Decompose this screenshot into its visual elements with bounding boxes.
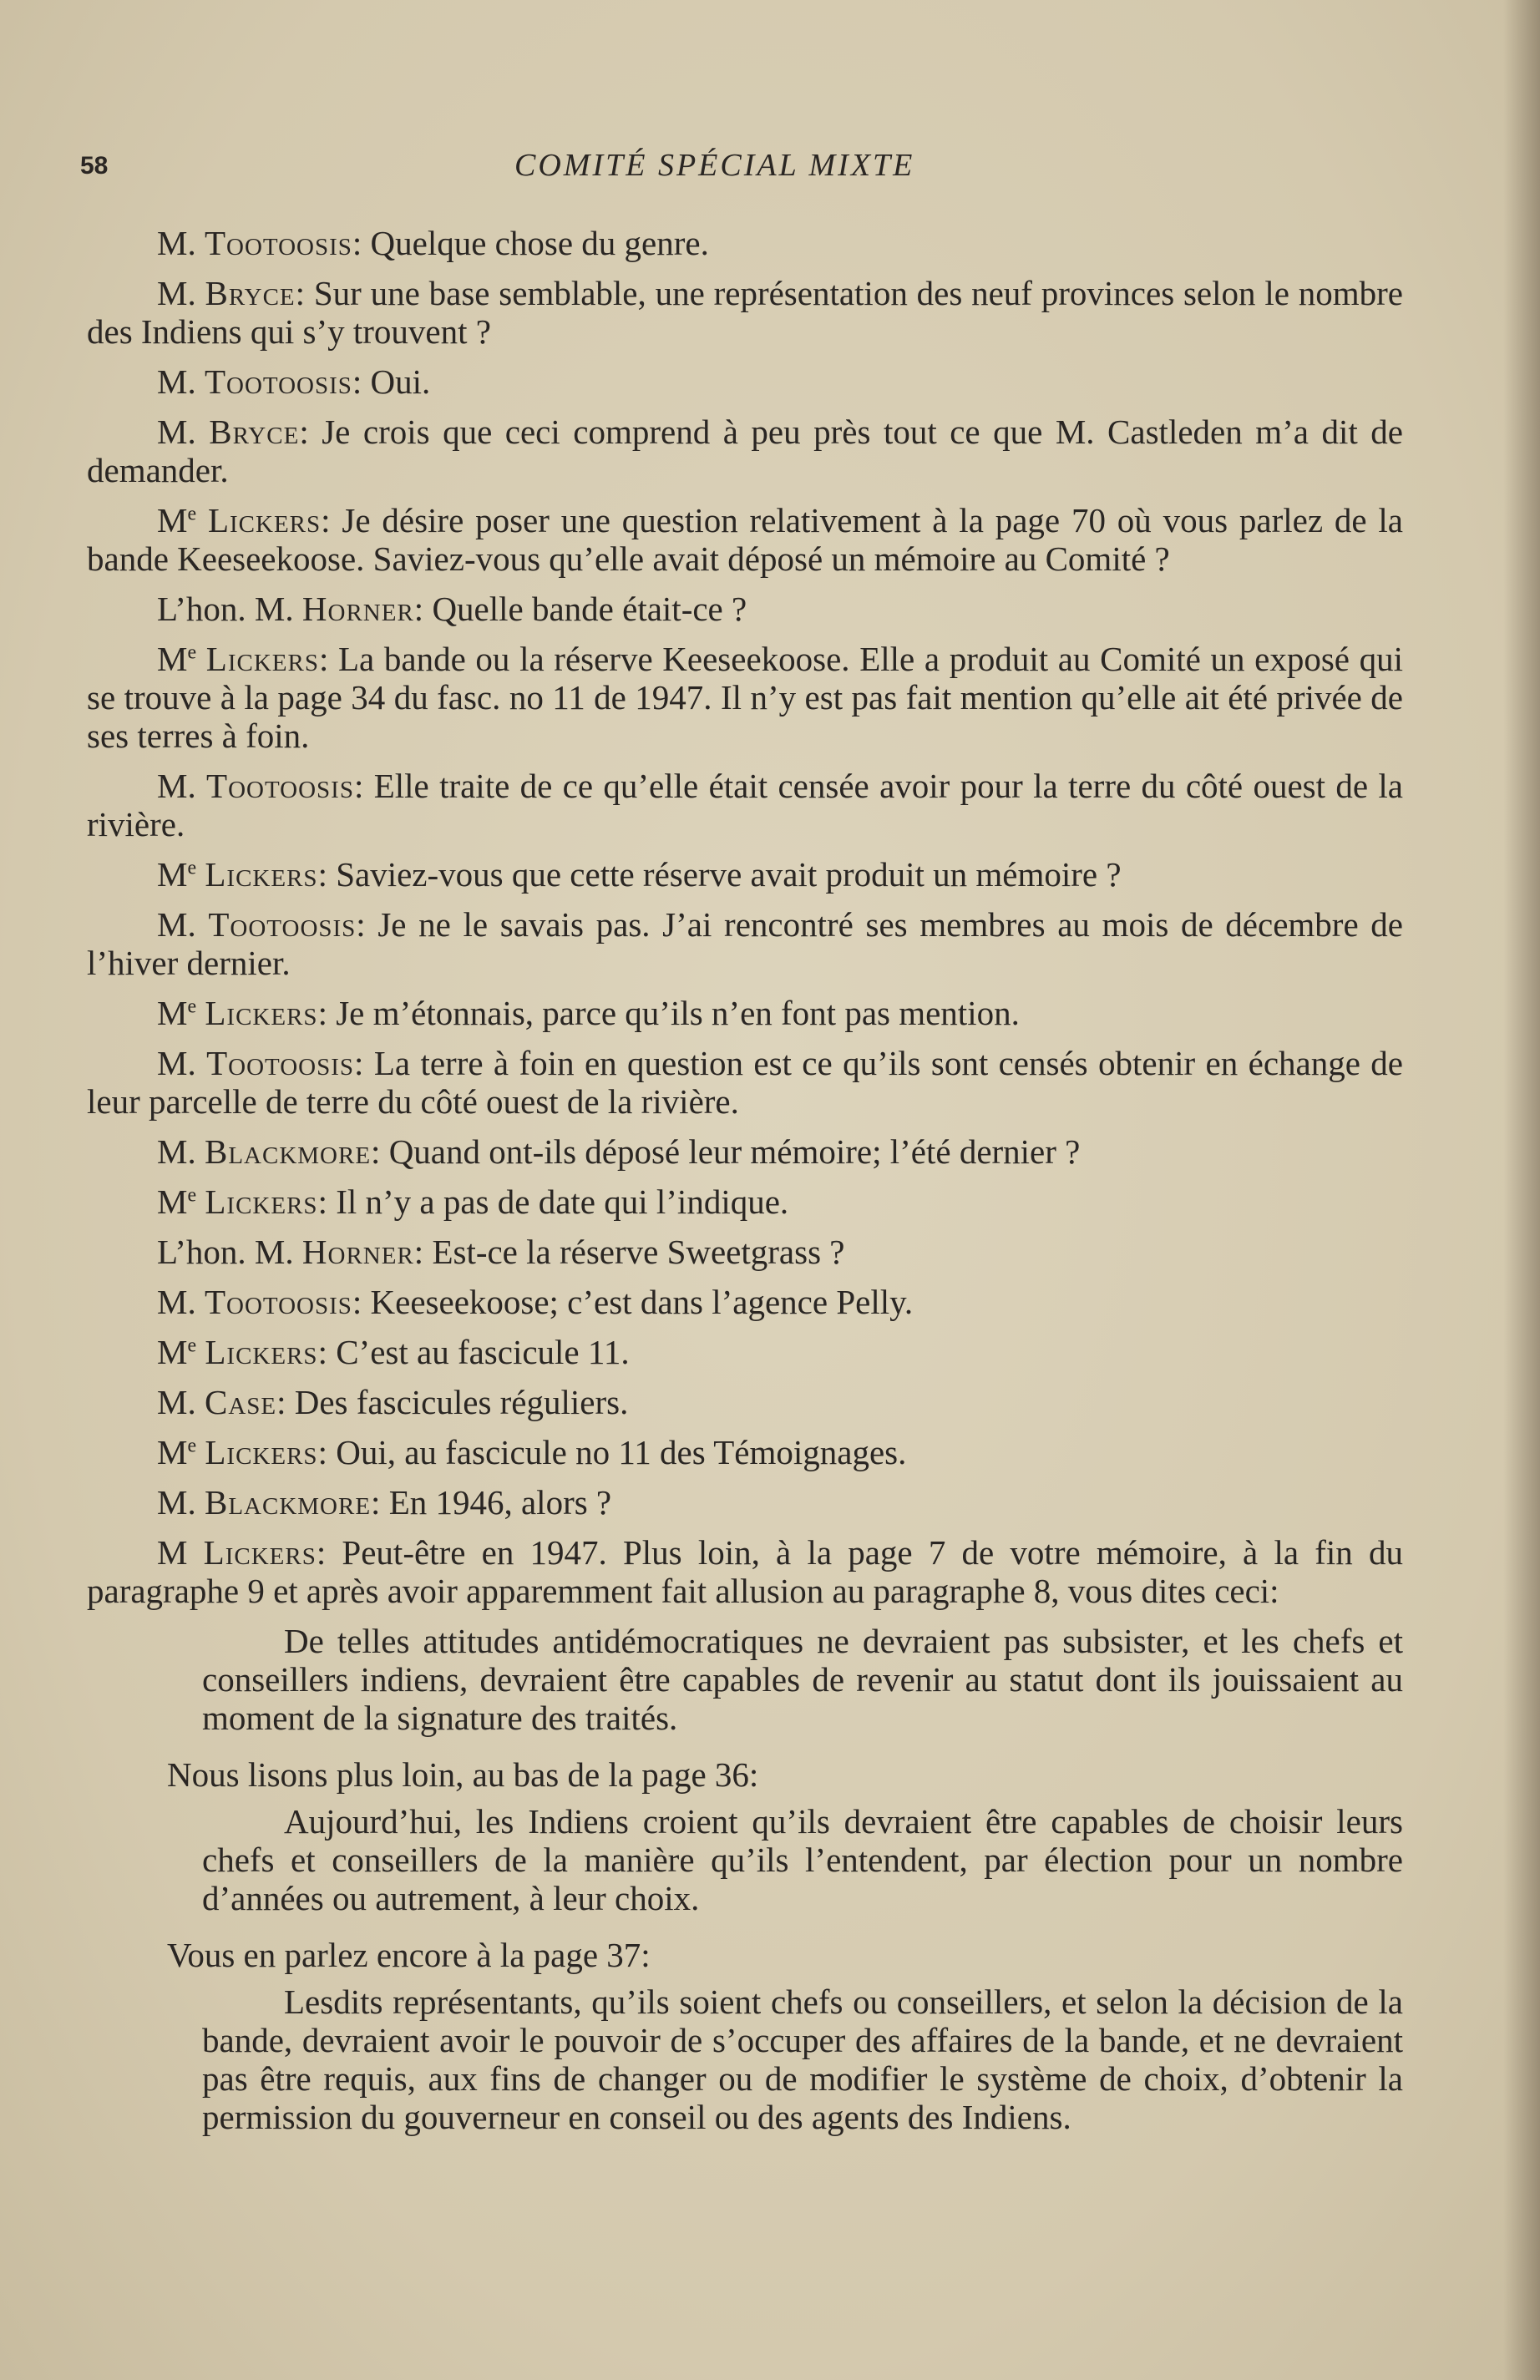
lead-in: Nous lisons plus loin, au bas de la page 36: bbox=[167, 1755, 759, 1794]
title-superscript: e bbox=[187, 1435, 197, 1457]
speech-text: : Quand ont-ils déposé leur mémoire; l’été dernier ? bbox=[371, 1132, 1081, 1171]
speaker-title: M bbox=[157, 994, 188, 1032]
speech-text: : Oui. bbox=[352, 362, 431, 401]
dialogue-entry bbox=[87, 501, 1403, 578]
block-quote: De telles attitudes antidémocratiques ne devraient pas subsister, et les chefs et conseillers indiens, devraient être capables de revenir au statut dont ils jouissaient au moment de la signature des traités. bbox=[202, 1622, 1403, 1737]
speaker-name: Lickers bbox=[205, 1182, 318, 1221]
speaker-name: Lickers bbox=[205, 994, 318, 1032]
speaker-name: Lickers bbox=[205, 1433, 318, 1471]
speaker-name: Lickers bbox=[203, 1533, 317, 1572]
speech-text: : La terre à foin en question est ce qu’ils sont censés obtenir en échange de leur parcelle de terre du côté ouest de la rivière. bbox=[87, 1044, 1403, 1121]
speaker-name: Bryce bbox=[209, 413, 300, 451]
dialogue-entry bbox=[87, 1433, 1403, 1471]
speaker-title-space bbox=[196, 855, 205, 894]
speaker-name: Lickers bbox=[205, 855, 318, 894]
speaker-name: Tootoosis bbox=[206, 767, 354, 805]
speech-text: : Peut-être en 1947. Plus loin, à la page 7 de votre mémoire, à la fin du paragraphe 9 et après avoir apparemment fait allusion au paragraphe 8, vous dites ceci: bbox=[87, 1533, 1403, 1610]
speaker-title: M. bbox=[157, 362, 205, 401]
page-edge-shadow bbox=[1503, 0, 1540, 2380]
speech-text: : Sur une base semblable, une représentation des neuf provinces selon le nombre des Indiens qui s’y trouvent ? bbox=[87, 274, 1403, 351]
speaker-title: M bbox=[157, 501, 188, 539]
speech-text: : Quelque chose du genre. bbox=[352, 224, 709, 262]
title-superscript: e bbox=[187, 1334, 197, 1357]
speaker-title: M bbox=[157, 1333, 188, 1371]
dialogue-entry bbox=[87, 1132, 1403, 1171]
speaker-title: M. bbox=[157, 767, 207, 805]
speaker-name: Bryce bbox=[205, 274, 296, 312]
speaker-name: Lickers bbox=[205, 1333, 318, 1371]
dialogue-entry bbox=[87, 767, 1403, 843]
speaker-title: M. bbox=[157, 224, 205, 262]
speech-text: : Des fascicules réguliers. bbox=[276, 1383, 629, 1421]
speaker-name: Blackmore bbox=[204, 1483, 372, 1522]
title-superscript: e bbox=[187, 1184, 197, 1207]
speaker-name: Lickers bbox=[205, 640, 319, 678]
speaker-name: Tootoosis bbox=[204, 362, 352, 401]
title-superscript: e bbox=[187, 503, 197, 525]
dialogue-entry bbox=[87, 855, 1403, 894]
page-header bbox=[80, 147, 1416, 197]
speaker-name: Blackmore bbox=[204, 1132, 372, 1171]
dialogue-entry bbox=[87, 590, 1403, 628]
speaker-title: M. bbox=[157, 1283, 205, 1321]
speaker-title-space bbox=[196, 1433, 205, 1471]
title-superscript: e bbox=[187, 995, 197, 1018]
speaker-title-space bbox=[196, 640, 206, 678]
speaker-title: M bbox=[157, 640, 188, 678]
speaker-name: Tootoosis bbox=[204, 224, 352, 262]
dialogue-entry bbox=[87, 1383, 1403, 1421]
speaker-name: Tootoosis bbox=[208, 905, 357, 944]
speaker-name: Horner bbox=[301, 1233, 414, 1271]
speaker-title: M bbox=[157, 1182, 188, 1221]
speech-text: : Elle traite de ce qu’elle était censée avoir pour la terre du côté ouest de la rivière. bbox=[87, 767, 1403, 843]
speech-text: : Il n’y a pas de date qui l’indique. bbox=[317, 1182, 789, 1221]
speaker-title-space bbox=[196, 1333, 205, 1371]
dialogue-entry bbox=[87, 640, 1403, 755]
speaker-name: Case bbox=[204, 1383, 277, 1421]
speech-text: : Est-ce la réserve Sweetgrass ? bbox=[413, 1233, 845, 1271]
dialogue-entry bbox=[87, 274, 1403, 351]
speaker-title: M. bbox=[157, 1483, 205, 1522]
dialogue-entry bbox=[87, 1333, 1403, 1371]
speaker-title-space bbox=[196, 501, 208, 539]
speaker-title-space bbox=[196, 994, 205, 1032]
dialogue-entry bbox=[87, 1533, 1403, 1610]
speaker-title-space bbox=[196, 1182, 205, 1221]
page-number: 58 bbox=[80, 152, 109, 180]
speech-text: : C’est au fascicule 11. bbox=[317, 1333, 630, 1371]
speaker-title: L’hon. M. bbox=[157, 1233, 302, 1271]
dialogue-entry bbox=[87, 994, 1403, 1032]
speaker-title: M. bbox=[157, 905, 209, 944]
speech-text: : La bande ou la réserve Keeseekoose. Elle a produit au Comité un exposé qui se trouve à la page 34 du fasc. no 11 de 1947. Il n’y est pas fait mention qu’elle ait été privée de ses terres à foin. bbox=[87, 640, 1403, 755]
speech-text: : Keeseekoose; c’est dans l’agence Pelly. bbox=[352, 1283, 914, 1321]
speaker-title: M. bbox=[157, 274, 205, 312]
dialogue-entry bbox=[87, 224, 1403, 262]
speaker-title: M. bbox=[157, 1132, 205, 1171]
dialogue-entry bbox=[87, 1182, 1403, 1221]
speech-text: : Je crois que ceci comprend à peu près tout ce que M. Castleden m’a dit de demander. bbox=[87, 413, 1403, 489]
dialogue-list bbox=[87, 224, 1403, 1610]
block-quote: Aujourd’hui, les Indiens croient qu’ils devraient être capables de choisir leurs chefs et conseillers de la manière qu’ils l’entendent, par élection pour un nombre d’années ou autrement, à leur choix. bbox=[202, 1802, 1403, 1917]
speech-text: : Je désire poser une question relativement à la page 70 où vous parlez de la bande Keeseekoose. Saviez-vous qu’elle avait déposé un mémoire au Comité ? bbox=[87, 501, 1404, 578]
speaker-title: M. bbox=[157, 1383, 205, 1421]
speaker-title: M. bbox=[157, 1044, 207, 1082]
speaker-name: Tootoosis bbox=[206, 1044, 355, 1082]
title-superscript: e bbox=[187, 857, 197, 879]
speech-text: : Je ne le savais pas. J’ai rencontré ses membres au mois de décembre de l’hiver dernier. bbox=[87, 905, 1403, 982]
dialogue-entry bbox=[87, 905, 1403, 982]
dialogue-entry bbox=[87, 362, 1403, 401]
speech-text: : Oui, au fascicule no 11 des Témoignages. bbox=[317, 1433, 907, 1471]
speech-text: : En 1946, alors ? bbox=[371, 1483, 612, 1522]
speaker-title: M. bbox=[157, 413, 210, 451]
speech-text: : Saviez-vous que cette réserve avait produit un mémoire ? bbox=[317, 855, 1122, 894]
speaker-title: M bbox=[157, 855, 188, 894]
transcript-body bbox=[87, 224, 1403, 2155]
lead-in: Vous en parlez encore à la page 37: bbox=[167, 1936, 651, 1974]
speech-text: : Quelle bande était-ce ? bbox=[413, 590, 747, 628]
speaker-name: Lickers bbox=[207, 501, 322, 539]
speech-text: : Je m’étonnais, parce qu’ils n’en font pas mention. bbox=[317, 994, 1020, 1032]
speaker-name: Horner bbox=[301, 590, 414, 628]
block-quote: Lesdits représentants, qu’ils soient chefs ou conseillers, et selon la décision de la bande, devraient avoir le pouvoir de s’occuper des affaires de la bande, et ne devraient pas être requis, aux fins de changer ou de modifier le système de choix, d’obtenir la permission du gouverneur en conseil ou des agents des Indiens. bbox=[202, 1982, 1403, 2136]
dialogue-entry bbox=[87, 1283, 1403, 1321]
dialogue-entry bbox=[87, 1483, 1403, 1522]
speaker-title: M bbox=[157, 1433, 188, 1471]
title-superscript: e bbox=[187, 641, 197, 664]
dialogue-entry bbox=[87, 1233, 1403, 1271]
speaker-title: L’hon. M. bbox=[157, 590, 302, 628]
speaker-name: Tootoosis bbox=[204, 1283, 352, 1321]
running-head: COMITÉ SPÉCIAL MIXTE bbox=[514, 148, 915, 183]
dialogue-entry bbox=[87, 413, 1403, 489]
dialogue-entry bbox=[87, 1044, 1403, 1121]
speaker-title: M bbox=[157, 1533, 204, 1572]
